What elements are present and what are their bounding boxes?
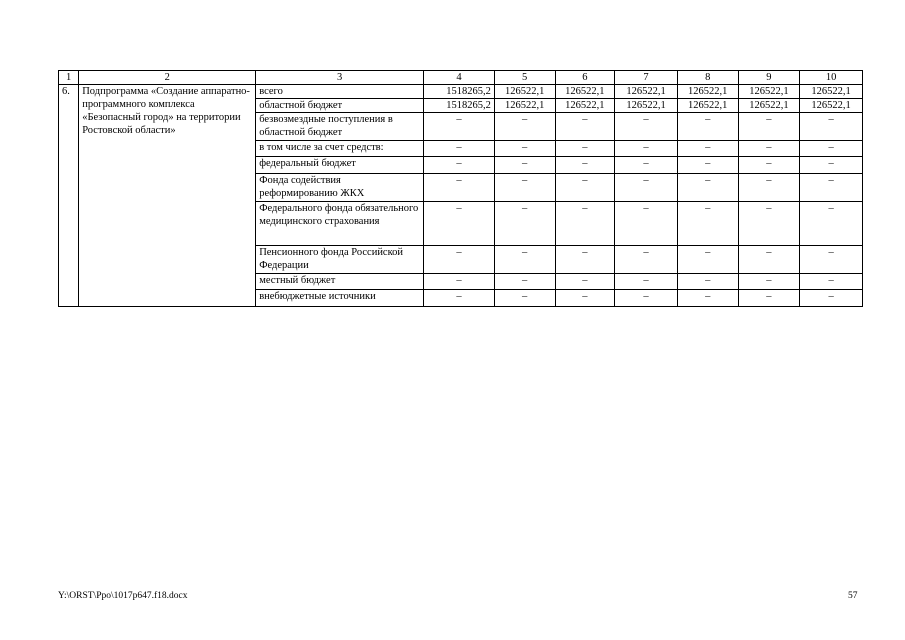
value-cell: – [555,157,615,174]
value-cell: – [494,202,555,246]
value-cell: – [424,174,495,202]
value-cell: – [800,174,863,202]
value-cell: 126522,1 [800,99,863,113]
value-cell: – [615,141,678,157]
value-cell: – [424,246,495,274]
value-cell: – [494,290,555,307]
value-cell: – [555,113,615,141]
value-cell: – [615,274,678,290]
value-cell: 126522,1 [615,99,678,113]
value-cell: – [738,174,800,202]
value-cell: – [738,141,800,157]
column-header: 8 [677,71,738,85]
funding-source-label: Пенсионного фонда Российской Федерации [256,246,424,274]
value-cell: – [800,246,863,274]
value-cell: – [615,290,678,307]
value-cell: – [677,174,738,202]
value-cell: – [800,113,863,141]
value-cell: – [424,274,495,290]
value-cell: – [677,290,738,307]
column-header: 7 [615,71,678,85]
value-cell: – [800,290,863,307]
value-cell: – [615,246,678,274]
value-cell: 126522,1 [555,99,615,113]
value-cell: – [615,157,678,174]
value-cell: 126522,1 [738,99,800,113]
value-cell: – [555,290,615,307]
table-row [59,85,863,99]
header-row [59,71,863,85]
value-cell: – [494,113,555,141]
row-number: 6. [59,85,79,307]
value-cell: – [677,202,738,246]
value-cell: – [424,113,495,141]
column-header: 1 [59,71,79,85]
value-cell: – [800,274,863,290]
value-cell: – [677,113,738,141]
column-header: 3 [256,71,424,85]
value-cell: – [555,174,615,202]
funding-source-label: Федерального фонда обязательного медицинского страхования [256,202,424,246]
value-cell: – [800,157,863,174]
funding-source-label: Фонда содействия реформированию ЖКХ [256,174,424,202]
funding-source-label: федеральный бюджет [256,157,424,174]
value-cell: 1518265,2 [424,85,495,99]
value-cell: 126522,1 [738,85,800,99]
funding-source-label: всего [256,85,424,99]
value-cell: 126522,1 [494,99,555,113]
value-cell: – [494,157,555,174]
value-cell: – [494,174,555,202]
value-cell: 126522,1 [677,99,738,113]
value-cell: – [424,141,495,157]
value-cell: – [677,274,738,290]
file-path: Y:\ORST\Ppo\1017p647.f18.docx [58,591,188,601]
value-cell: – [800,202,863,246]
value-cell: – [424,290,495,307]
value-cell: – [494,274,555,290]
value-cell: – [738,113,800,141]
value-cell: – [555,246,615,274]
value-cell: – [738,290,800,307]
value-cell: – [555,202,615,246]
value-cell: – [677,157,738,174]
value-cell: 126522,1 [800,85,863,99]
column-header: 9 [738,71,800,85]
funding-source-label: внебюджетные источники [256,290,424,307]
value-cell: – [424,202,495,246]
page-number: 57 [848,591,858,601]
value-cell: – [424,157,495,174]
value-cell: 126522,1 [677,85,738,99]
budget-table [58,70,863,307]
column-header: 4 [424,71,495,85]
value-cell: 126522,1 [494,85,555,99]
value-cell: – [615,113,678,141]
value-cell: – [738,274,800,290]
funding-source-label: местный бюджет [256,274,424,290]
value-cell: 1518265,2 [424,99,495,113]
funding-source-label: безвозмездные поступления в областной бюджет [256,113,424,141]
value-cell: – [677,246,738,274]
value-cell: – [738,246,800,274]
value-cell: – [800,141,863,157]
value-cell: – [615,174,678,202]
value-cell: – [555,141,615,157]
value-cell: 126522,1 [615,85,678,99]
value-cell: – [555,274,615,290]
value-cell: – [615,202,678,246]
value-cell: – [738,157,800,174]
value-cell: – [494,246,555,274]
program-name: Подпрограмма «Создание аппаратно-программного комплекса «Безопасный город» на территории Ростовской области» [79,85,256,307]
funding-source-label: в том числе за счет средств: [256,141,424,157]
column-header: 6 [555,71,615,85]
funding-source-label: областной бюджет [256,99,424,113]
value-cell: – [738,202,800,246]
value-cell: – [677,141,738,157]
column-header: 10 [800,71,863,85]
value-cell: 126522,1 [555,85,615,99]
value-cell: – [494,141,555,157]
column-header: 5 [494,71,555,85]
column-header: 2 [79,71,256,85]
